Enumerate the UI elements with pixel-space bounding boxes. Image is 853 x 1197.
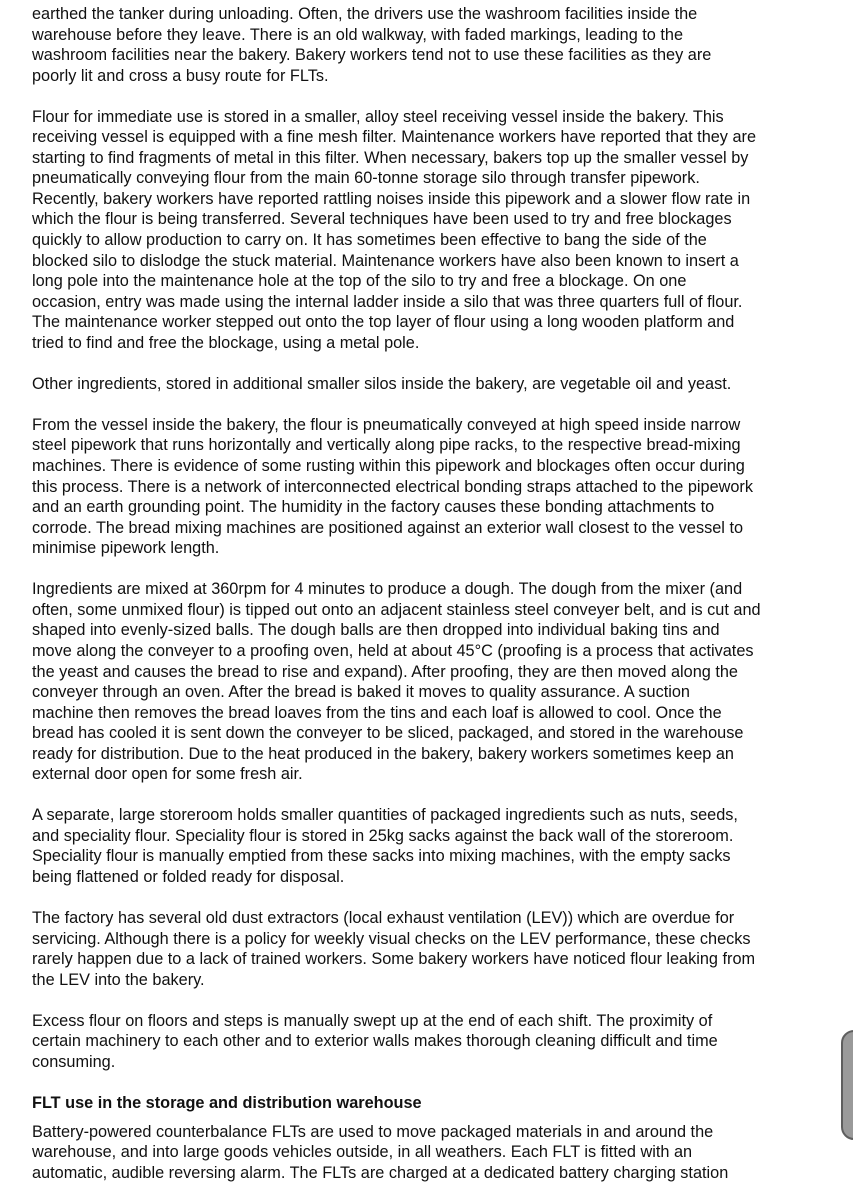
paragraph-flt-use: Battery-powered counterbalance FLTs are used to move packaged materials in and around the warehouse, and into large goods vehicles outside, in all weathers. Each FLT is fitted with an automatic, audible reversing alarm. The FLTs are charged at a dedicated battery charging station xyxy=(32,1122,729,1182)
paragraph-storeroom: A separate, large storeroom holds smaller quantities of packaged ingredients such as nuts, seeds, and speciality flour. Speciality flour is stored in 25kg sacks against the back wall of the storeroom. Speciality flour is manually emptied from these sacks into mixing machines, with the empty sacks being flattened or folded ready for disposal. xyxy=(32,806,738,886)
section-heading: FLT use in the storage and distribution warehouse xyxy=(32,1093,422,1112)
paragraph-cleaning: Excess flour on floors and steps is manually swept up at the end of each shift. The proximity of certain machinery to each other and to exterior walls makes thorough cleaning difficult and time consuming. xyxy=(32,1011,718,1071)
paragraph-washroom: earthed the tanker during unloading. Often, the drivers use the washroom facilities inside the warehouse before they leave. There is an old walkway, with faded markings, leading to the washroom facilities near the bakery. Bakery workers tend not to use these facilities as they are poorly lit and cross a busy route for FLTs. xyxy=(32,5,712,85)
paragraph-other-ingredients: Other ingredients, stored in additional smaller silos inside the bakery, are vegetable oil and yeast. xyxy=(32,374,732,393)
paragraph-flour-vessel: Flour for immediate use is stored in a smaller, alloy steel receiving vessel inside the bakery. This receiving vessel is equipped with a fine mesh filter. Maintenance workers have reported that they are starting to find fragments of metal in this filter. When necessary, bakers top up the smaller vessel by pneumatically conveying flour from the main 60-tonne storage silo through transfer pipework. Recently, bakery workers have reported rattling noises inside this pipework and a slower flow rate in which the flour is being transferred. Several techniques have been used to try and free blockages quickly to allow production to carry on. It has sometimes been effective to bang the side of the blocked silo to dislodge the stuck material. Maintenance workers have also been known to insert a long pole into the maintenance hole at the top of the silo to try and free a blockage. On one occasion, entry was made using the internal ladder inside a silo that was three quarters full of flour. The maintenance worker stepped out onto the top layer of flour using a long wooden platform and tried to find and free the blockage, using a metal pole. xyxy=(32,107,756,352)
paragraph-mixing-process: Ingredients are mixed at 360rpm for 4 minutes to produce a dough. The dough from the mixer (and often, some unmixed flour) is tipped out onto an adjacent stainless steel conveyer belt, and is cut and shaped into evenly-sized balls. The dough balls are then dropped into individual baking tins and move along the conveyer to a proofing oven, held at about 45°C (proofing is a process that activates the yeast and causes the bread to rise and expand). After proofing, they are then moved along the conveyer through an oven. After the bread is baked it moves to quality assurance. A suction machine then removes the bread loaves from the tins and each loaf is allowed to cool. Once the bread has cooled it is sent down the conveyer to be sliced, packaged, and stored in the warehouse ready for distribution. Due to the heat produced in the bakery, bakery workers sometimes keep an external door open for some fresh air. xyxy=(32,580,761,784)
paragraph-lev: The factory has several old dust extractors (local exhaust ventilation (LEV)) which are overdue for servicing. Although there is a policy for weekly visual checks on the LEV performance, these checks rarely happen due to a lack of trained workers. Some bakery workers have noticed flour leaking from the LEV into the bakery. xyxy=(32,909,756,989)
document-page xyxy=(32,4,838,1183)
paragraph-pipework: From the vessel inside the bakery, the flour is pneumatically conveyed at high speed inside narrow steel pipework that runs horizontally and vertically along pipe racks, to the respective bread-mixing machines. There is evidence of some rusting within this pipework and blockages often occur during this process. There is a network of interconnected electrical bonding straps attached to the pipework and an earth grounding point. The humidity in the factory causes these bonding attachments to corrode. The bread mixing machines are positioned against an exterior wall closest to the vessel to minimise pipework length. xyxy=(32,415,753,558)
scroll-handle[interactable] xyxy=(841,1030,853,1140)
